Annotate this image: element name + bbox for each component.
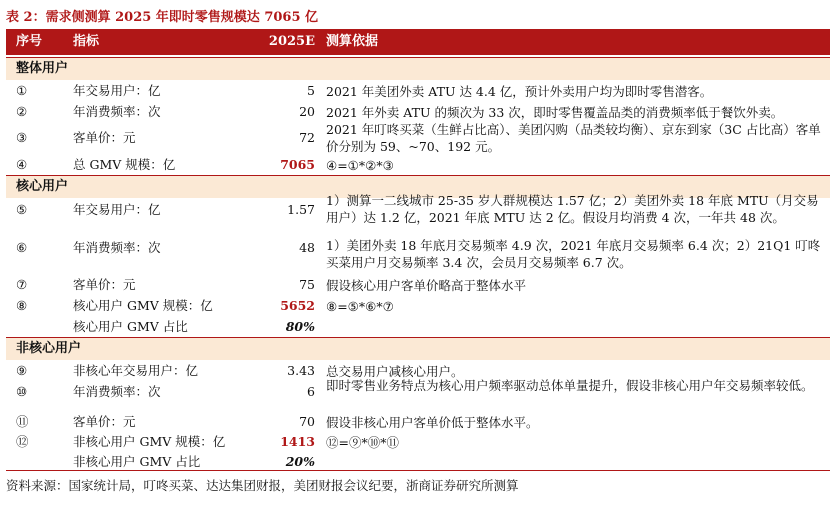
row-value: 20: [299, 104, 315, 119]
section-noncore-users: 非核心用户: [6, 337, 830, 360]
row-basis: 1）测算一二线城市 25-35 岁人群规模达 1.57 亿；2）美团外卖 18 年底 MTU（月交易用户）达 1.2 亿，2021 年底 MTU 达 2 亿。假设月均消费 4 次，一年共 48 次。: [326, 193, 819, 225]
table-header: [6, 29, 830, 55]
row-label: 年消费频率：次: [73, 384, 161, 399]
row-label: 年消费频率：次: [73, 240, 161, 255]
source-note: 资料来源：国家统计局，叮咚买菜、达达集团财报，美团财报会议纪要，浙商证券研究所测算: [6, 478, 519, 493]
row-label: 客单价：元: [73, 414, 136, 429]
row-basis: 即时零售业务特点为核心用户频率驱动总体单量提升，假设非核心用户年交易频率较低。: [326, 378, 814, 393]
row-value: 3.43: [287, 363, 315, 378]
row-value: 5652: [280, 298, 315, 313]
row-number: ⑧: [16, 298, 28, 313]
row-basis: 假设非核心用户客单价低于整体水平。: [326, 415, 539, 430]
row-label: 非核心年交易用户：亿: [73, 363, 199, 378]
row-label: 年消费频率：次: [73, 104, 161, 119]
row-number: ⑩: [16, 384, 28, 399]
row-label: 客单价：元: [73, 130, 136, 145]
row-label: 核心用户 GMV 占比: [73, 319, 188, 334]
row-number: ⑤: [16, 202, 28, 217]
row-number: ⑨: [16, 363, 28, 378]
row-number: ④: [16, 157, 28, 172]
row-value: 6: [307, 384, 315, 399]
row-value: 72: [299, 130, 315, 145]
header-basis: 测算依据: [326, 34, 379, 49]
row-label: 总 GMV 规模：亿: [73, 157, 176, 172]
header-2025e: 2025E: [268, 34, 315, 49]
row-basis: 1）美团外卖 18 年底月交易频率 4.9 次，2021 年底月交易频率 6.4 次；2）21Q1 叮咚买菜用户月交易频率 3.4 次，会员月交易频率 6.7 次。: [326, 238, 821, 270]
row-value: 5: [307, 83, 315, 98]
table-row: [6, 411, 830, 433]
row-number: ⑦: [16, 277, 28, 292]
header-metric: 指标: [73, 34, 100, 49]
table-row: [6, 431, 830, 453]
table-bottom-rule: [6, 470, 830, 471]
table-row: [6, 295, 830, 317]
row-label: 年交易用户：亿: [73, 202, 161, 217]
row-number: ②: [16, 104, 28, 119]
section-overall-users: 整体用户: [6, 57, 830, 80]
row-label: 客单价：元: [73, 277, 136, 292]
row-basis: 2021 年叮咚买菜（生鲜占比高）、美团闪购（品类较均衡）、京东到家（3C 占比高）客单价分别为 59、~70、192 元。: [326, 122, 821, 154]
row-value: 1.57: [287, 202, 315, 217]
row-value: 7065: [280, 157, 315, 172]
header-seq: 序号: [16, 34, 43, 49]
row-basis: 总交易用户减核心用户。: [326, 364, 464, 379]
table-row: [6, 122, 830, 154]
row-number: ③: [16, 130, 28, 145]
row-value: 1413: [280, 434, 315, 449]
row-number: ⑪: [16, 414, 29, 429]
row-basis: ⑫=⑨*⑩*⑪: [326, 435, 399, 450]
section-core-users: 核心用户: [6, 175, 830, 198]
table-row: [6, 193, 830, 238]
table-row: [6, 238, 830, 272]
row-value: 48: [299, 240, 315, 255]
row-label: 非核心用户 GMV 占比: [73, 454, 201, 469]
row-label: 核心用户 GMV 规模：亿: [73, 298, 213, 313]
table-row: [6, 274, 830, 296]
row-label: 非核心用户 GMV 规模：亿: [73, 434, 226, 449]
table-title: 表 2：需求侧测算 2025 年即时零售规模达 7065 亿: [6, 10, 319, 25]
table-row: [6, 154, 830, 176]
table-row: [6, 316, 830, 338]
row-basis: 2021 年外卖 ATU 的频次为 33 次，即时零售覆盖品类的消费频率低于餐饮外卖。: [326, 105, 784, 120]
row-value: 80%: [285, 319, 315, 334]
row-basis: 假设核心用户客单价略高于整体水平: [326, 278, 527, 293]
row-value: 75: [299, 277, 315, 292]
row-number: ⑫: [16, 434, 29, 449]
row-basis: ⑧=⑤*⑥*⑦: [326, 299, 394, 314]
table-row: [6, 80, 830, 102]
row-label: 年交易用户：亿: [73, 83, 161, 98]
row-number: ①: [16, 83, 28, 98]
row-basis: ④=①*②*③: [326, 158, 394, 173]
row-number: ⑥: [16, 240, 28, 255]
table-row: [6, 101, 830, 123]
row-basis: 2021 年美团外卖 ATU 达 4.4 亿，预计外卖用户均为即时零售潜客。: [326, 84, 713, 99]
row-value: 70: [299, 414, 315, 429]
row-value: 20%: [285, 454, 315, 469]
table-row: [6, 378, 830, 412]
